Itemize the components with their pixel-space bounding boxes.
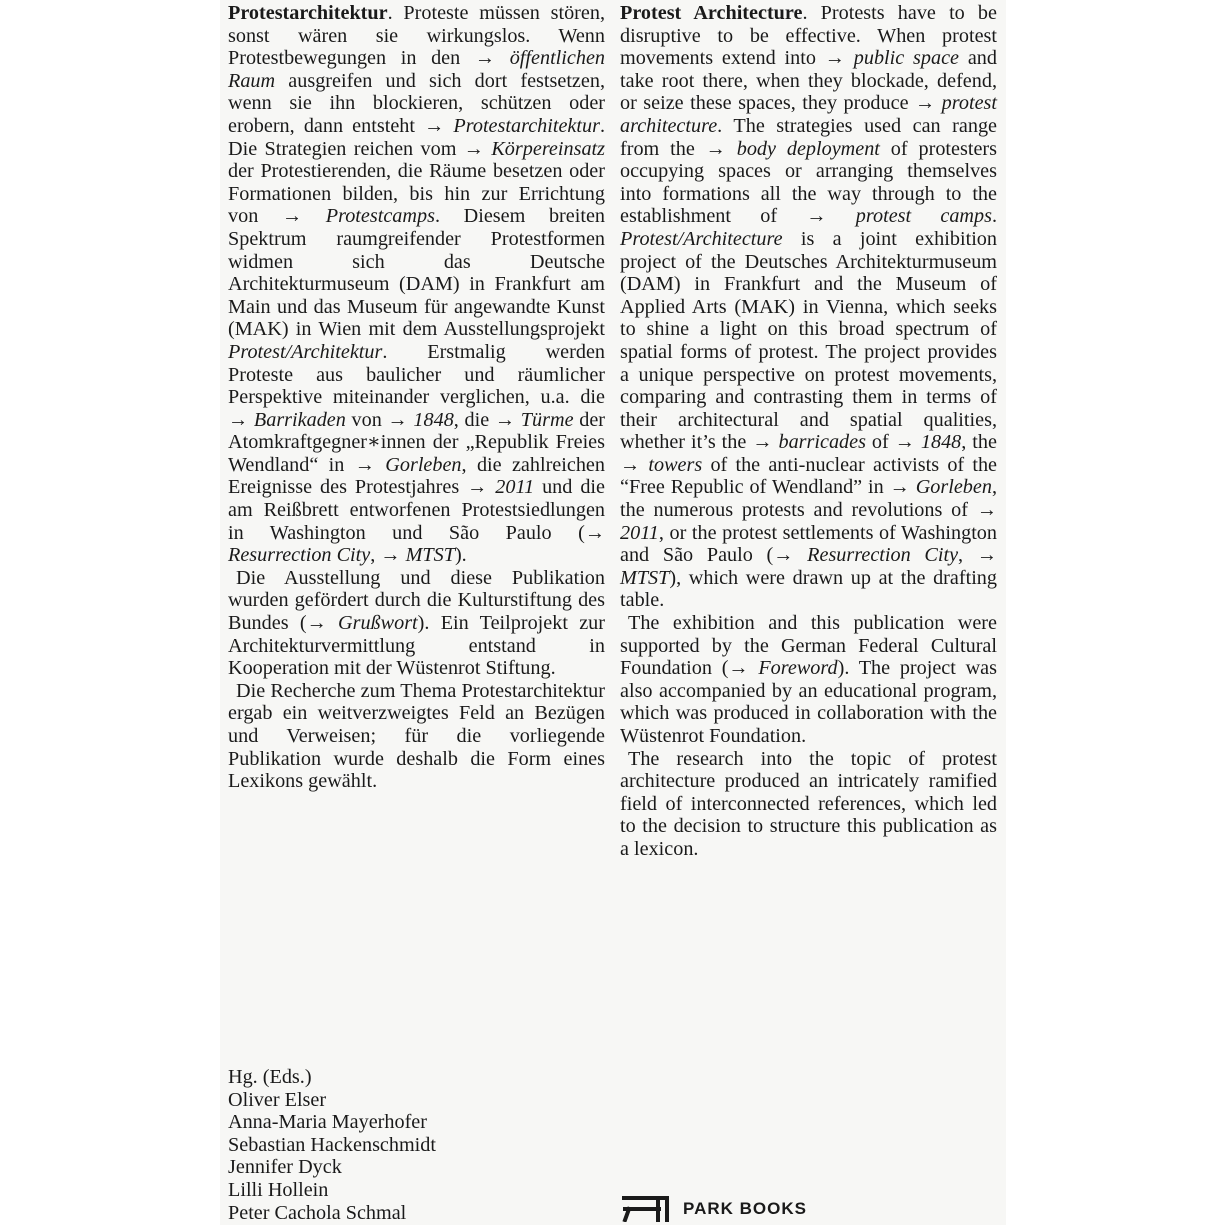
cross-reference: → Barrikaden <box>228 408 346 431</box>
german-text-column <box>228 2 605 793</box>
english-paragraph-intro: Protest Architecture. Protests have to be disruptive to be effective. When protest movements extend into → public space and take root there, when they blockade, defend, or seize these spaces, they produce → protest architecture. The strategies used can range from the → body deployment of protesters occupying spaces or arranging themselves into formations all the way through to the establishment of → protest camps. Protest/Architecture is a joint exhibition project of the Deutsches Architekturmuseum (DAM) in Frankfurt and the Museum of Applied Arts (MAK) in Vienna, which seeks to shine a light on this broad spectrum of spatial forms of protest. The project provides a unique perspective on protest movements, comparing and contrasting them in terms of their architectural and spatial qualities, whether it’s the → barricades of → 1848, the → towers of the anti-nuclear activists of the “Free Republic of Wendland” in → Gorleben, the numerous protests and revolutions of → 2011, or the protest settlements of Washington and São Paulo (→ Resurrection City, → MTST), which were drawn up at the drafting table. <box>620 2 998 612</box>
cross-reference: → 2011 <box>620 499 997 544</box>
cross-reference: → public space <box>824 47 960 70</box>
cross-reference: → 1848 <box>387 408 454 431</box>
cross-reference: → Gorleben <box>354 453 462 476</box>
cross-reference: → protest camps <box>806 205 992 228</box>
cross-reference: → MTST <box>620 544 997 589</box>
english-paragraph-research: The research into the topic of protest architecture produced an intricately ramified field of interconnected references, which led to the decision to structure this publication as a lexicon. <box>620 747 997 860</box>
editor-name: Lilli Hollein <box>228 1178 329 1201</box>
german-term-heading: Protestarchitektur <box>228 2 388 24</box>
cross-reference: → Resurrection City <box>773 544 959 567</box>
cross-reference: → Protestcamps <box>281 205 435 228</box>
cross-reference: → Resurrection City <box>228 521 605 567</box>
cross-reference: → 1848 <box>894 431 962 454</box>
german-paragraph-intro: Protestarchitektur. Proteste müssen stören, sonst wären sie wirkungslos. Wenn Protestbewegungen in den → öffentlichen Raum ausgreifen und sich dort festsetzen, wenn sie ihn blockieren, schützen oder erobern, dann entsteht → Protestarchitektur. Die Strategien reichen vom → Körpereinsatz der Protestierenden, die Räume besetzen oder Formationen bilden, bis hin zur Errichtung von → Protestcamps. Diesem breiten Spektrum raumgreifender Protestformen widmen sich das Deutsche Architekturmuseum (DAM) in Frankfurt am Main und das Museum für angewandte Kunst (MAK) in Wien mit dem Ausstellungsprojekt Protest/Architektur. Erstmalig werden Proteste aus baulicher und räumlicher Perspektive miteinander verglichen, u.a. die → Barrikaden von → 1848, die → Türme der Atomkraftgegner∗innen der „Republik Freies Wendland“ in → Gorleben, die zahlreichen Ereignisse des Protestjahres → 2011 und die am Reißbrett entworfenen Protestsiedlungen in Washington und São Paulo (→ Resurrection City, → MTST). <box>228 2 606 567</box>
cross-reference: → towers <box>620 453 703 476</box>
editor-name: Jennifer Dyck <box>228 1156 342 1179</box>
cross-reference: → Türme <box>494 408 574 431</box>
english-paragraph-funding: The exhibition and this publication were supported by the German Federal Cultural Foundation (→ Foreword). The project was also accompanied by an educational program, which was produced in collaboration with the Wüstenrot Foundation. <box>620 612 997 747</box>
editors-list <box>228 1066 436 1224</box>
editor-name: Peter Cachola Schmal <box>228 1201 407 1224</box>
cross-reference: → 2011 <box>467 476 535 499</box>
cross-reference: → protest architecture <box>620 92 998 137</box>
editor-name: Anna-Maria Mayerhofer <box>228 1111 427 1134</box>
english-term-heading: Protest Architecture <box>620 2 803 24</box>
project-title: Protest/Architecture <box>620 227 783 250</box>
cross-reference: → Foreword <box>728 657 838 680</box>
german-paragraph-funding: Die Ausstellung und diese Publikation wurden gefördert durch die Kulturstiftung des Bundes (→ Grußwort). Ein Teilprojekt zur Architekturvermittlung entstand in Kooperation mit der Wüstenrot Stiftung. <box>228 566 605 680</box>
editor-name: Oliver Elser <box>228 1088 327 1111</box>
editor-name: Sebastian Hackenschmidt <box>228 1133 436 1156</box>
park-bench-icon <box>621 1196 671 1222</box>
english-text-column <box>620 2 997 861</box>
publisher-logo <box>621 1196 807 1222</box>
cross-reference: → Körpereinsatz <box>463 137 605 160</box>
cross-reference: → Grußwort <box>306 612 418 635</box>
german-paragraph-research: Die Recherche zum Thema Protestarchitektur ergab ein weitverzweigtes Feld an Bezügen und Verweisen; für die vorliegende Publikation wurde deshalb die Form eines Lexikons gewählt. <box>228 679 605 793</box>
project-title: Protest/Architektur <box>228 340 383 363</box>
cross-reference: → barricades <box>752 431 866 454</box>
cross-reference: → Gorleben <box>889 476 992 499</box>
cross-reference: → Protestarchitektur <box>424 114 600 137</box>
cross-reference: → MTST <box>380 544 455 567</box>
cross-reference: → öffentlichen Raum <box>228 47 605 92</box>
editors-label: Hg. (Eds.) <box>228 1066 312 1088</box>
publisher-name: PARK BOOKS <box>683 1199 807 1218</box>
cross-reference: → body deployment <box>705 137 880 160</box>
